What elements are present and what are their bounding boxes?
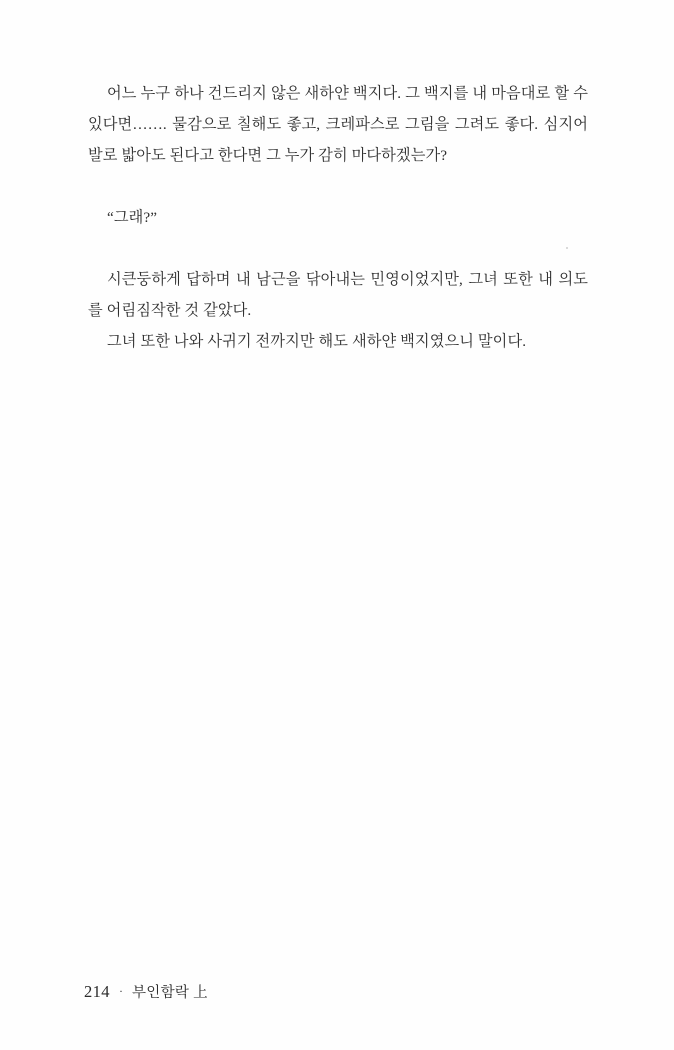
body-text-column: [88, 78, 588, 357]
page-footer: [84, 981, 208, 1002]
paragraph-3: 그녀 또한 나와 사귀기 전까지만 해도 새하얀 백지였으니 말이다.: [107, 333, 527, 350]
paragraph-2: 시큰둥하게 답하며 내 남근을 닦아내는 민영이었지만, 그녀 또한 내 의도를 어림짐작한 것 같았다.: [88, 271, 588, 319]
book-title: 부인함락 上: [131, 985, 208, 1001]
paragraph-spacer: [88, 233, 588, 264]
dialogue-line: “그래?”: [107, 209, 158, 226]
paragraph-1: 어느 누구 하나 건드리지 않은 새하얀 백지다. 그 백지를 내 마음대로 할 수 있다면……. 물감으로 칠해도 좋고, 크레파스로 그림을 그려도 좋다. 심지어 발로 밟아도 된다고 한다면 그 누가 감히 마다하겠는가?: [88, 85, 588, 164]
footer-separator-dot: ·: [118, 984, 123, 998]
page-number: 214: [84, 982, 110, 1001]
paragraph-spacer: [88, 171, 588, 202]
paper-speck: [566, 247, 568, 249]
